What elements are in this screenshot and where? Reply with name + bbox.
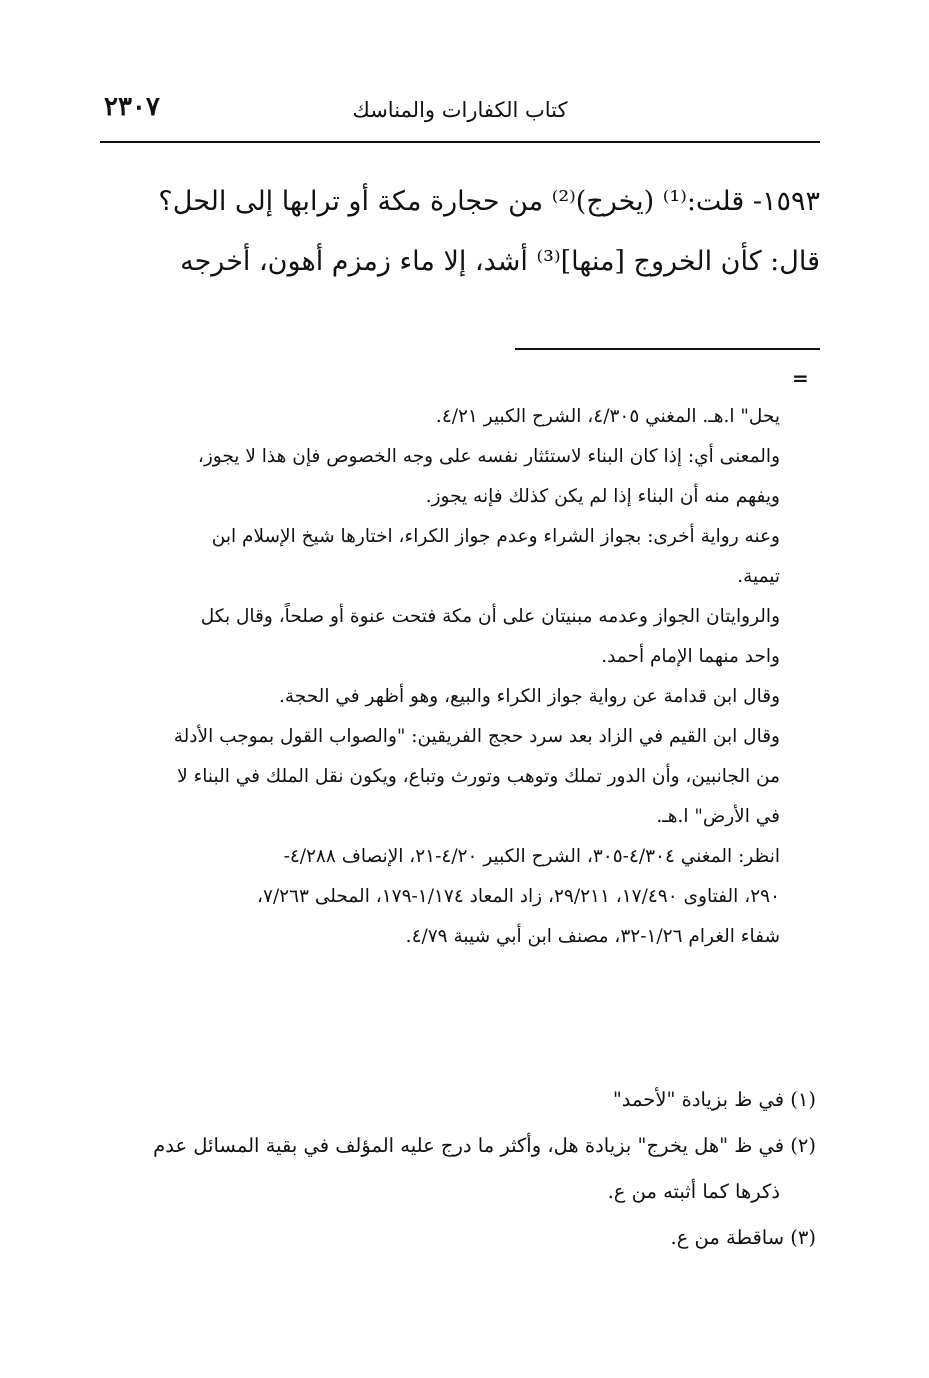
main-text [100, 172, 820, 292]
numbered-notes [96, 1077, 816, 1261]
footnote-line: في الأرض" ا.هـ. [656, 806, 780, 827]
footnote-line: من الجانبين، وأن الدور تملك وتوهب وتورث وتباع، ويكون نقل الملك في البناء لا [177, 766, 780, 787]
header-rule [100, 141, 820, 143]
footnote-line: وقال ابن القيم في الزاد بعد سرد حجج الفريقين: "والصواب القول بموجب الأدلة [173, 726, 780, 747]
footnote-line: وعنه رواية أخرى: بجواز الشراء وعدم جواز الكراء، اختارها شيخ الإسلام ابن [211, 526, 780, 547]
page-header [100, 92, 820, 132]
footnote-line: والمعنى أي: إذا كان البناء لاستئثار نفسه على وجه الخصوص فإن هذا لا يجوز، [197, 446, 780, 467]
note-1: (١) في ظ بزيادة "لأحمد" [612, 1088, 816, 1111]
footnote-line: يحل" ا.هـ. المغني ٤/٣٠٥، الشرح الكبير ٤/٢١. [435, 406, 780, 427]
footnote-line: وقال ابن قدامة عن رواية جواز الكراء والبيع، وهو أظهر في الحجة. [279, 686, 780, 707]
main-line-question: ١٥٩٣- قلت:⁽¹⁾ (يخرج)⁽²⁾ من حجارة مكة أو ترابها إلى الحل؟ [158, 186, 820, 217]
footnote-line: واحد منهما الإمام أحمد. [601, 646, 780, 667]
footnote-line: والروايتان الجواز وعدمه مبنيتان على أن مكة فتحت عنوة أو صلحاً، وقال بكل [200, 606, 780, 627]
footnote-continuation [100, 397, 780, 957]
running-title: كتاب الكفارات والمناسك [352, 98, 568, 122]
footnote-line: شفاء الغرام ١/٢٦-٣٢، مصنف ابن أبي شيبة ٤/٧٩. [405, 926, 780, 947]
page-number: ٢٣٠٧ [104, 92, 160, 122]
footnote-continuation-mark: = [792, 366, 809, 390]
note-3: (٣) ساقطة من ع. [670, 1226, 816, 1249]
footnote-line: تيمية. [737, 566, 780, 587]
footnote-line: ٢٩٠، الفتاوى ١٧/٤٩٠، ٢٩/٢١١، زاد المعاد ١/١٧٤-١٧٩، المحلى ٧/٢٦٣، [257, 886, 780, 907]
footnote-line: انظر: المغني ٤/٣٠٤-٣٠٥، الشرح الكبير ٤/٢٠-٢١، الإنصاف ٤/٢٨٨- [283, 846, 780, 867]
footnote-separator [515, 348, 820, 350]
note-2: (٢) في ظ "هل يخرج" بزيادة هل، وأكثر ما درج عليه المؤلف في بقية المسائل عدم [153, 1134, 816, 1157]
footnote-line: ويفهم منه أن البناء إذا لم يكن كذلك فإنه يجوز. [425, 486, 780, 507]
main-line-answer: قال: كأن الخروج [منها]⁽³⁾ أشد، إلا ماء زمزم أهون، أخرجه [180, 246, 820, 277]
note-2-continuation: ذكرها كما أثبته من ع. [607, 1180, 780, 1203]
